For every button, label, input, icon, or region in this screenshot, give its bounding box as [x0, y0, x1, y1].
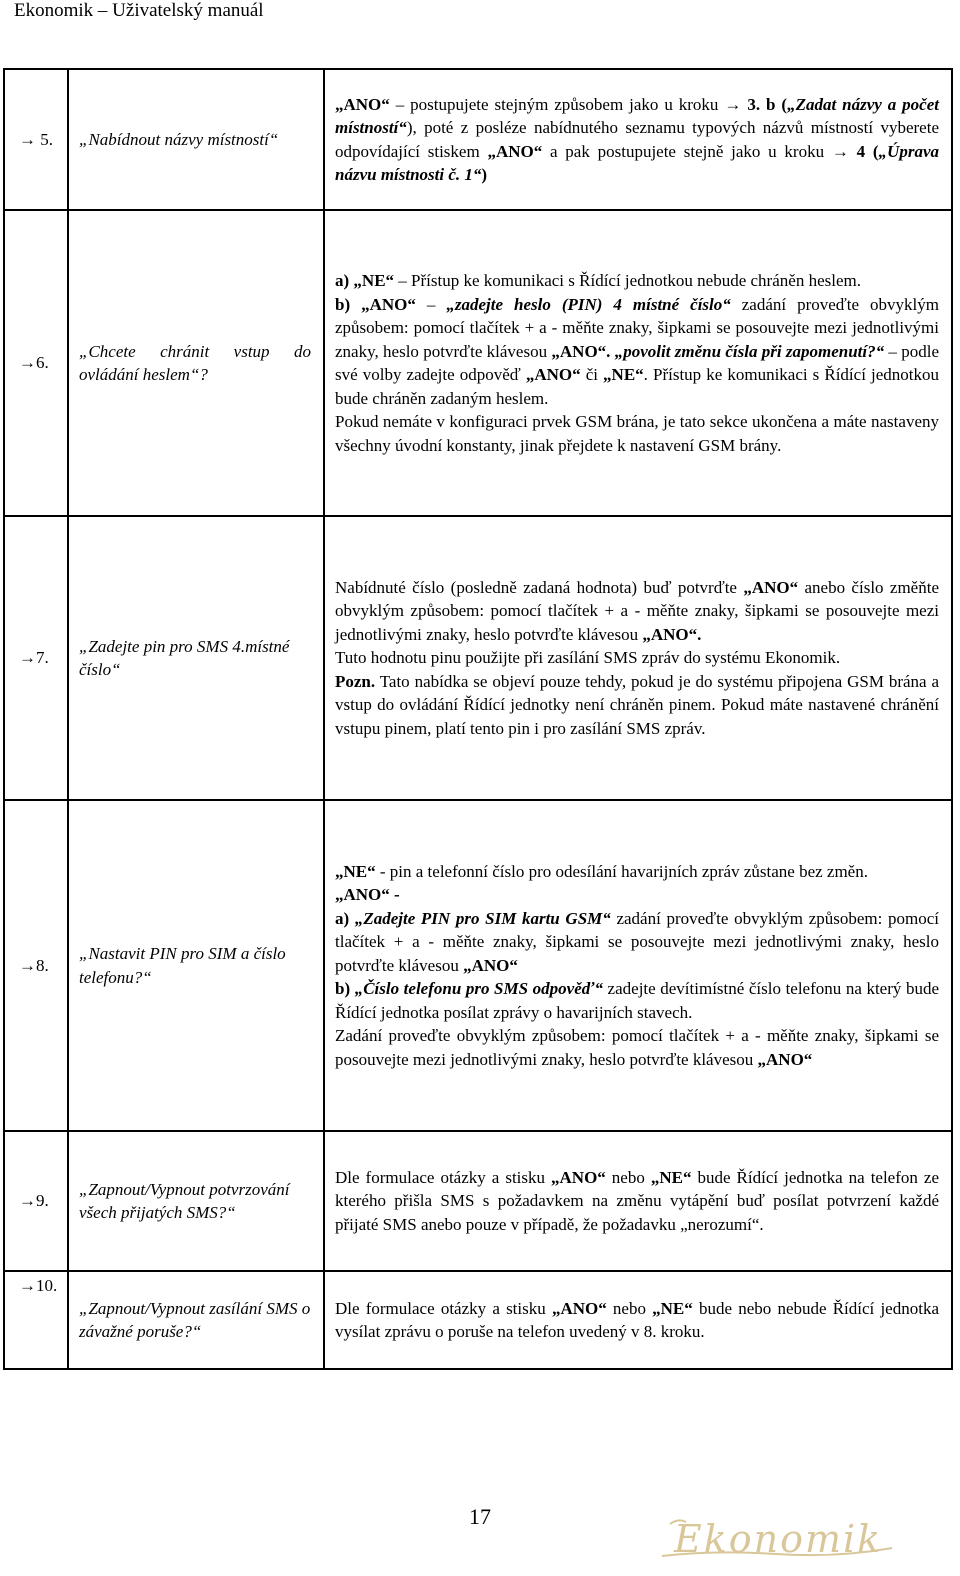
text-segment: zadejte devítimístné číslo telefonu na který bude Řídící jednotka posílat zprávy o havarijních stavech. — [335, 979, 940, 1022]
description-paragraph — [335, 860, 939, 884]
step-prompt: „Zapnout/Vypnout zasílání SMS o závažné poruše?“ — [68, 1271, 324, 1369]
text-segment: . Přístup ke komunikaci s Řídící jednotkou bude chráněn zadaným heslem. — [335, 365, 939, 408]
description-paragraph — [335, 293, 939, 411]
text-segment: Dle formulace otázky a stisku — [335, 1167, 552, 1187]
step-prompt: „Nabídnout názvy místností“ — [68, 69, 324, 210]
table-row — [4, 210, 952, 516]
step-description — [324, 69, 952, 210]
description-paragraph — [335, 1297, 939, 1344]
table-row — [4, 1131, 952, 1271]
text-segment: zadání proveďte obvyklým způsobem: pomocí tlačítek + a - měňte znaky, šipkami se posouvejte mezi jednotlivými znaky, heslo potvrďte klávesou — [335, 908, 939, 975]
description-paragraph — [335, 670, 939, 741]
text-segment: „ANO“. — [642, 624, 702, 644]
text-segment: – podle své volby zadejte odpověď — [335, 341, 939, 384]
text-segment: „NE“ — [335, 861, 376, 881]
page-number: 17 — [469, 1504, 491, 1529]
text-segment: „Zadat názvy a počet místností“ — [335, 94, 939, 137]
text-segment: – — [415, 294, 447, 314]
step-description — [324, 516, 952, 800]
step-description — [324, 1271, 952, 1369]
text-segment: - pin a telefonní číslo pro odesílání havarijních zpráv zůstane bez změn. — [375, 861, 868, 881]
step-description — [324, 210, 952, 516]
text-segment: ), poté z posléze nabídnutého seznamu typových názvů místností vyberete odpovídající stiskem — [335, 118, 939, 161]
text-segment: „ANO“ - — [335, 885, 400, 905]
step-number: →7. — [4, 516, 68, 800]
description-paragraph — [335, 977, 939, 1024]
page-header-title: Ekonomik – Uživatelský manuál — [14, 0, 264, 21]
step-number: →8. — [4, 800, 68, 1131]
description-paragraph — [335, 576, 939, 647]
text-segment: Tato nabídka se objeví pouze tehdy, pokud je do systému připojena GSM brána a vstup do ovládání Řídící jednotky není chráněn pinem. Pokud máte nastavené chránění vstupu pinem, platí tento pin i pro zasílání SMS zpráv. — [335, 671, 939, 738]
text-segment: – postupujete stejným způsobem jako u kroku — [389, 94, 725, 114]
text-segment: a pak postupujete stejně jako u kroku — [542, 141, 832, 161]
text-segment: Tuto hodnotu pinu použijte při zasílání SMS zpráv do systému Ekonomik. — [335, 648, 841, 668]
text-segment: „ANO“ — [335, 94, 390, 114]
text-segment: nebo — [606, 1298, 653, 1318]
text-segment: – Přístup ke komunikaci s Řídící jednotkou nebude chráněn heslem. — [394, 271, 861, 290]
text-segment: bude nebo nebude Řídící jednotka vysílat zprávu o poruše na telefon uvedený v 8. kroku. — [335, 1298, 939, 1341]
step-number: →9. — [4, 1131, 68, 1271]
text-segment: „Číslo telefonu pro SMS odpověď“ — [354, 979, 603, 999]
text-segment: „NE“ — [650, 1167, 692, 1187]
text-segment: bude Řídící jednotka na telefon ze kterého přišla SMS s požadavkem na změnu vytápění buď posílat potvrzení každé přijaté SMS anebo pouze v případě, že požadavku „nerozumí“. — [335, 1167, 939, 1234]
text-segment: → 4 ( — [831, 141, 879, 161]
text-segment: b) — [335, 979, 355, 999]
text-segment: nebo — [605, 1167, 651, 1187]
text-segment: „ANO“ — [463, 955, 518, 975]
text-segment: „ANO“ — [487, 141, 543, 161]
step-number: →10. — [4, 1271, 68, 1369]
text-segment: anebo číslo změňte obvyklým způsobem: pomocí tlačítek + a - měňte znaky, šipkami se posouvejte mezi jednotlivými znaky, heslo potvrďte klávesou — [335, 577, 939, 644]
description-paragraph — [335, 907, 939, 978]
text-segment: b) „ANO“ — [335, 294, 416, 314]
description-paragraph — [335, 1166, 939, 1237]
table-row — [4, 69, 952, 210]
step-prompt: „Zadejte pin pro SMS 4.místné číslo“ — [68, 516, 324, 800]
table-row — [4, 800, 952, 1131]
text-segment: ) — [481, 165, 488, 184]
text-segment: „Zadejte PIN pro SIM kartu GSM“ — [354, 908, 611, 928]
description-paragraph — [335, 1024, 939, 1071]
text-segment: „Úprava názvu místnosti č. 1“ — [335, 141, 939, 184]
text-segment: „NE“ — [652, 1298, 693, 1318]
step-prompt: „Chcete chránit vstup do ovládání heslem“? — [68, 210, 324, 516]
text-segment: „ANO“ — [743, 577, 799, 597]
table-row — [4, 516, 952, 800]
step-prompt: „Zapnout/Vypnout potvrzování všech přijatých SMS?“ — [68, 1131, 324, 1271]
step-prompt: „Nastavit PIN pro SIM a číslo telefonu?“ — [68, 800, 324, 1131]
step-number: →6. — [4, 210, 68, 516]
svg-text:Ekonomik: Ekonomik — [674, 1517, 883, 1561]
text-segment: a) „NE“ — [335, 271, 395, 290]
manual-table — [3, 68, 953, 1370]
text-segment: „NE“ — [603, 365, 644, 384]
text-segment: „ANO“ — [525, 365, 581, 384]
text-segment: či — [580, 365, 604, 384]
text-segment: Pokud nemáte v konfiguraci prvek GSM brána, je tato sekce ukončena a máte nastaveny všechny úvodní konstanty, jinak přejdete k nastavení GSM brány. — [335, 412, 939, 455]
table-row — [4, 1271, 952, 1369]
text-segment: → 3. b ( — [724, 94, 788, 114]
text-segment: „ANO“ — [551, 1298, 607, 1318]
description-paragraph — [335, 646, 939, 670]
step-number: → 5. — [4, 69, 68, 210]
description-paragraph — [335, 269, 939, 293]
step-description — [324, 1131, 952, 1271]
description-paragraph — [335, 410, 939, 457]
text-segment: Nabídnuté číslo (posledně zadaná hodnota) buď potvrďte — [335, 577, 744, 597]
text-segment: „zadejte heslo (PIN) 4 místné číslo“ — [446, 294, 731, 314]
description-paragraph — [335, 883, 939, 907]
step-description — [324, 800, 952, 1131]
text-segment: „ANO“. — [551, 341, 611, 361]
text-segment: a) — [335, 908, 355, 928]
text-segment: „povolit změnu čísla při zapomenutí?“ — [614, 341, 885, 361]
text-segment: zadání proveďte obvyklým způsobem: pomocí tlačítek + a - měňte znaky, šipkami se posouvejte mezi jednotlivými znaky, heslo potvrďte klávesou — [335, 294, 939, 361]
text-segment: Pozn. — [335, 671, 376, 691]
text-segment: „ANO“ — [757, 1049, 813, 1069]
text-segment: Zadání proveďte obvyklým způsobem: pomocí tlačítek + a - měňte znaky, šipkami se posouvejte mezi jednotlivými znaky, heslo potvrďte klávesou — [335, 1026, 939, 1069]
description-paragraph — [335, 93, 939, 187]
text-segment: Dle formulace otázky a stisku — [335, 1298, 552, 1318]
text-segment: „ANO“ — [551, 1167, 606, 1187]
ekonomik-logo — [656, 1512, 896, 1568]
